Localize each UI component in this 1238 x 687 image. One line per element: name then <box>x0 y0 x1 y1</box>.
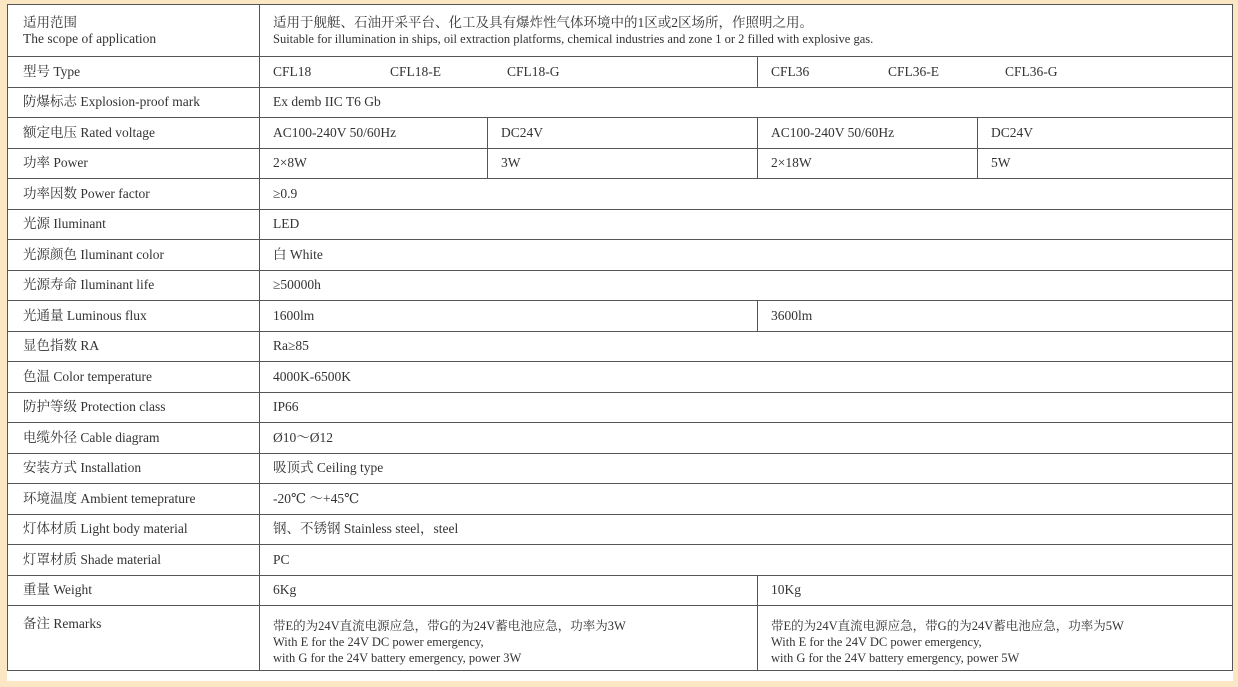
type-cfl36-g: CFL36-G <box>1005 63 1058 79</box>
temp-label: 色温 Color temperature <box>8 362 260 393</box>
type-cfl36: CFL36 <box>771 63 810 79</box>
weight-row <box>8 575 1233 606</box>
cable-row <box>8 423 1233 454</box>
voltage-label: 额定电压 Rated voltage <box>8 118 260 149</box>
remarks-left-cn: 带E的为24V直流电源应急，带G的为24V蓄电池应急，功率为3W <box>273 619 626 633</box>
remarks-right-cn: 带E的为24V直流电源应急，带G的为24V蓄电池应急，功率为5W <box>771 619 1124 633</box>
explosion-value: Ex demb IIC T6 Gb <box>260 87 1233 118</box>
ambient-label: 环境温度 Ambient temeprature <box>8 484 260 515</box>
scope-label <box>8 5 260 57</box>
shade-row <box>8 545 1233 576</box>
ra-value: Ra≥85 <box>260 331 1233 362</box>
cable-label: 电缆外径 Cable diagram <box>8 423 260 454</box>
scope-value-en: Suitable for illumination in ships, oil extraction platforms, chemical industries and zone 1 or 2 filled with explosive gas. <box>273 31 874 46</box>
factor-label: 功率因数 Power factor <box>8 179 260 210</box>
voltage-row <box>8 118 1233 149</box>
install-label: 安装方式 Installation <box>8 453 260 484</box>
protection-row <box>8 392 1233 423</box>
explosion-label: 防爆标志 Explosion-proof mark <box>8 87 260 118</box>
body-value: 钢、不锈钢 Stainless steel，steel <box>260 514 1233 545</box>
flux-row <box>8 301 1233 332</box>
ambient-row <box>8 484 1233 515</box>
ambient-value: -20℃ ～+45℃ <box>260 484 1233 515</box>
illuminant-row <box>8 209 1233 240</box>
scope-value-cn: 适用于舰艇、石油开采平台、化工及具有爆炸性气体环境中的1区或2区场所，作照明之用。 <box>273 14 813 30</box>
ra-label: 显色指数 RA <box>8 331 260 362</box>
remarks-right <box>758 606 1233 671</box>
ra-row <box>8 331 1233 362</box>
type-right <box>758 57 1233 88</box>
remarks-row <box>8 606 1233 671</box>
voltage-dc-18: DC24V <box>488 118 758 149</box>
life-value: ≥50000h <box>260 270 1233 301</box>
shade-label: 灯罩材质 Shade material <box>8 545 260 576</box>
scope-value <box>260 5 1233 57</box>
temp-row <box>8 362 1233 393</box>
remarks-right-en2: with G for the 24V battery emergency, power 5W <box>771 651 1020 665</box>
life-label: 光源寿命 Iluminant life <box>8 270 260 301</box>
explosion-row <box>8 87 1233 118</box>
power-36-emergency: 5W <box>978 148 1233 179</box>
power-row <box>8 148 1233 179</box>
shade-value: PC <box>260 545 1233 576</box>
voltage-ac-18: AC100-240V 50/60Hz <box>260 118 488 149</box>
voltage-dc-36: DC24V <box>978 118 1233 149</box>
scope-row <box>8 5 1233 57</box>
install-value: 吸顶式 Ceiling type <box>260 453 1233 484</box>
illuminant-label: 光源 Iluminant <box>8 209 260 240</box>
weight-18: 6Kg <box>260 575 758 606</box>
life-row <box>8 270 1233 301</box>
remarks-right-en1: With E for the 24V DC power emergency, <box>771 635 982 649</box>
illuminant-value: LED <box>260 209 1233 240</box>
power-label: 功率 Power <box>8 148 260 179</box>
type-cfl36-e: CFL36-E <box>888 63 940 79</box>
color-row <box>8 240 1233 271</box>
protection-value: IP66 <box>260 392 1233 423</box>
scope-label-cn: 适用范围 <box>23 14 77 30</box>
spec-sheet <box>7 4 1233 681</box>
type-cfl18-e: CFL18-E <box>390 63 442 79</box>
body-label: 灯体材质 Light body material <box>8 514 260 545</box>
power-36: 2×18W <box>758 148 978 179</box>
remarks-left <box>260 606 758 671</box>
remarks-label: 备注 Remarks <box>8 606 260 671</box>
color-label: 光源颜色 Iluminant color <box>8 240 260 271</box>
type-label: 型号 Type <box>8 57 260 88</box>
type-row <box>8 57 1233 88</box>
voltage-ac-36: AC100-240V 50/60Hz <box>758 118 978 149</box>
remarks-left-en2: with G for the 24V battery emergency, power 3W <box>273 651 522 665</box>
body-row <box>8 514 1233 545</box>
remarks-left-en1: With E for the 24V DC power emergency, <box>273 635 484 649</box>
weight-label: 重量 Weight <box>8 575 260 606</box>
spec-table <box>7 4 1233 671</box>
cable-value: Ø10～Ø12 <box>260 423 1233 454</box>
power-18: 2×8W <box>260 148 488 179</box>
factor-row <box>8 179 1233 210</box>
type-left <box>260 57 758 88</box>
install-row <box>8 453 1233 484</box>
type-cfl18: CFL18 <box>273 63 312 79</box>
flux-label: 光通量 Luminous flux <box>8 301 260 332</box>
scope-label-en: The scope of application <box>23 30 157 46</box>
type-cfl18-g: CFL18-G <box>507 63 560 79</box>
power-18-emergency: 3W <box>488 148 758 179</box>
protection-label: 防护等级 Protection class <box>8 392 260 423</box>
factor-value: ≥0.9 <box>260 179 1233 210</box>
temp-value: 4000K-6500K <box>260 362 1233 393</box>
color-value: 白 White <box>260 240 1233 271</box>
flux-18: 1600lm <box>260 301 758 332</box>
flux-36: 3600lm <box>758 301 1233 332</box>
weight-36: 10Kg <box>758 575 1233 606</box>
